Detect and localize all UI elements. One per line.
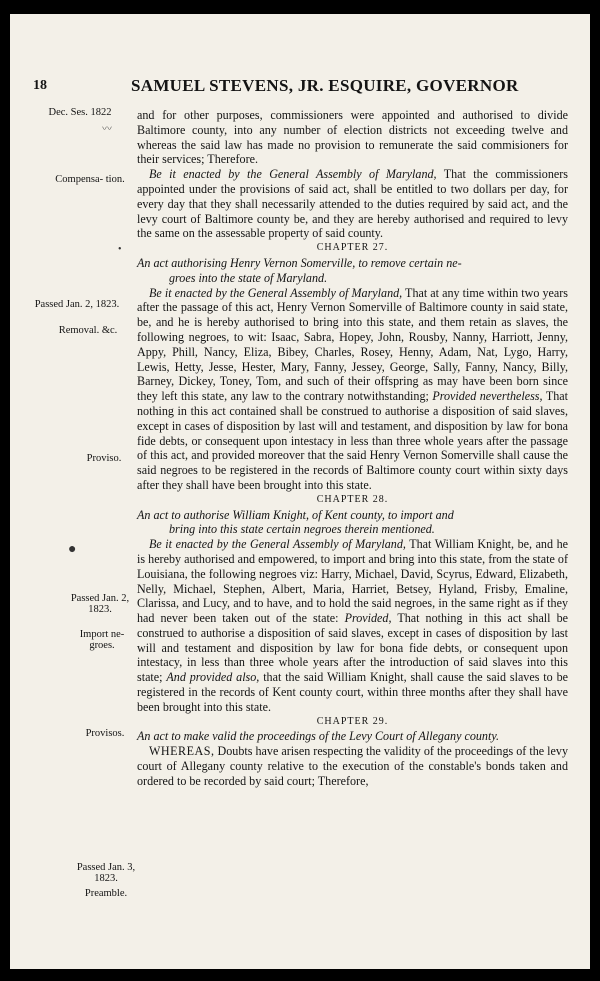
chapter-29-heading: CHAPTER 29. bbox=[316, 715, 389, 727]
chapter-29-preamble bbox=[137, 744, 568, 788]
margin-note-ch29-preamble: Preamble. bbox=[84, 888, 128, 899]
chapter-29-title: An act to make valid the proceedings of the Levy Court of Allegany county. bbox=[137, 729, 500, 744]
margin-note-ch28-passed: Passed Jan. 2, 1823. bbox=[70, 593, 130, 615]
margin-note-compensation: Compensa- tion. bbox=[55, 174, 125, 185]
title-line: An act authorising Henry Vernon Somerville, to remove certain ne- bbox=[137, 255, 462, 270]
enactment-clause: Be it enacted by the General Assembly of Maryland, bbox=[149, 167, 437, 182]
enactment-clause: Be it enacted by the General Assembly of Maryland, bbox=[149, 285, 403, 300]
margin-notes bbox=[10, 14, 140, 969]
enactment-text: That at any time within two years after the passage of this act, Henry Vernon Somerville of Baltimore county in said state, be, and he is hereby authorised to bring into this state, and them retain as slaves, the following negroes, to wit: Isaac, Sabra, Hopey, John, Rousby, Nanny, Harriott, Jenny, Appy, Phill, Nancy, Eliza, Bibey, Charles, Rosey, Henny, Adam, Nat, Lygo, Harry, Lewis, Hetty, Jesse, Hester, Mary, Fanny, Jessey, George, Sally, Fanny, Nancy, Billy, Barney, Dickey, Toney, Tom, and such of their offspring as may have been born since they left this state, any law to the contrary notwithstanding; bbox=[137, 285, 568, 404]
preamble-text: Doubts have arisen respecting the validity of the proceedings of the levy court of Allegany county relative to the execution of the constable's bonds taken and ordered to be recorded by said court; Therefore, bbox=[137, 744, 568, 788]
ink-mark: 〰 bbox=[102, 124, 112, 135]
intro-enactment bbox=[137, 167, 568, 241]
running-title: SAMUEL STEVENS, JR. ESQUIRE, GOVERNOR bbox=[131, 76, 519, 95]
enactment-text: That the commissioners appointed under the provisions of said act, shall be entitled to two dollars per day, for every day that they shall necessarily attended to the duties required by said act, and the levy court of Baltimore county be, and they are hereby authorised and required to levy the same on the assessable property of said county. bbox=[137, 167, 568, 241]
enactment-text: That William Knight, be, and he is hereby authorised and empowered, to import and bring into this state, from the state of Louisiana, the following negroes viz: Harry, Michael, David, Scyrus, Edward, Elizabeth, Nelly, Michael, Stephen, Albert, Maria, Harriet, Betsey, Hyland, Frisby, Emaline, Clarissa, and Lucy, and to have, and to hold the said negroes, in the same right as if they had never been taken out of the state: bbox=[137, 537, 568, 626]
title-line: groes into the state of Maryland. bbox=[169, 270, 328, 285]
ink-mark: ● bbox=[68, 542, 77, 557]
margin-note-ch27-removal: Removal. &c. bbox=[58, 325, 118, 336]
proviso-clause: Provided nevertheless, bbox=[432, 389, 543, 404]
chapter-28-title bbox=[137, 508, 568, 538]
margin-note-ch27-passed: Passed Jan. 2, 1823. bbox=[34, 299, 120, 310]
title-line: An act to authorise William Knight, of Kent county, to import and bbox=[137, 507, 454, 522]
chapter-27-title bbox=[137, 256, 568, 286]
margin-note-ch28-provisos: Provisos. bbox=[85, 728, 125, 739]
book-page bbox=[10, 14, 590, 969]
chapter-27-heading: CHAPTER 27. bbox=[316, 242, 389, 254]
whereas-word: WHEREAS, bbox=[149, 744, 215, 759]
proviso-text: That nothing in this act contained shall be construed to authorise a disposition of said slaves, except in cases of disposition by last will and testament, and disposition by law for bona fide debts, or consequent upon intestacy in less than three whole years after the passage of this act, and provided moreover that the said Henry Vernon Somerville shall cause the said negroes to be registered in the records of Baltimore county court within sixty days after they shall have been brought into this state. bbox=[137, 389, 568, 492]
margin-note-ch28-import: Import ne- groes. bbox=[79, 629, 125, 651]
margin-note-ch29-passed: Passed Jan. 3, 1823. bbox=[76, 862, 136, 884]
body-text bbox=[137, 108, 568, 789]
chapter-27-body bbox=[137, 286, 568, 493]
page-number: 18 bbox=[33, 78, 47, 93]
margin-note-session: Dec. Ses. 1822 bbox=[48, 107, 112, 118]
margin-note-ch27-proviso: Proviso. bbox=[86, 453, 122, 464]
proviso-clause: And provided also, bbox=[166, 670, 260, 685]
title-line: bring into this state certain negroes therein mentioned. bbox=[169, 522, 435, 537]
enactment-clause: Be it enacted by the General Assembly of Maryland, bbox=[149, 537, 406, 552]
proviso-clause: Provided, bbox=[344, 611, 392, 626]
proviso-text: That nothing in this act shall be construed to authorise a disposition of said slaves, except in cases of disposition by last will and testament and disposition by law for bona fide debts, or consequent upon intestacy, in less than three whole years after the introduction of said slaves into this state; bbox=[137, 611, 568, 685]
proviso-text: that the said William Knight, shall cause the said slaves to be registered in the records of Kent county court, within three months after they shall have been brought into this state. bbox=[137, 670, 568, 714]
ink-mark: • bbox=[118, 244, 122, 255]
chapter-28-body bbox=[137, 537, 568, 715]
intro-paragraph: and for other purposes, commissioners were appointed and authorised to divide Baltimore county, into any number of election districts not exceeding twelve and whereas the said law has made no provision to remunerate the said commisioners for their services; Therefore. bbox=[137, 108, 568, 167]
chapter-28-heading: CHAPTER 28. bbox=[316, 493, 389, 505]
